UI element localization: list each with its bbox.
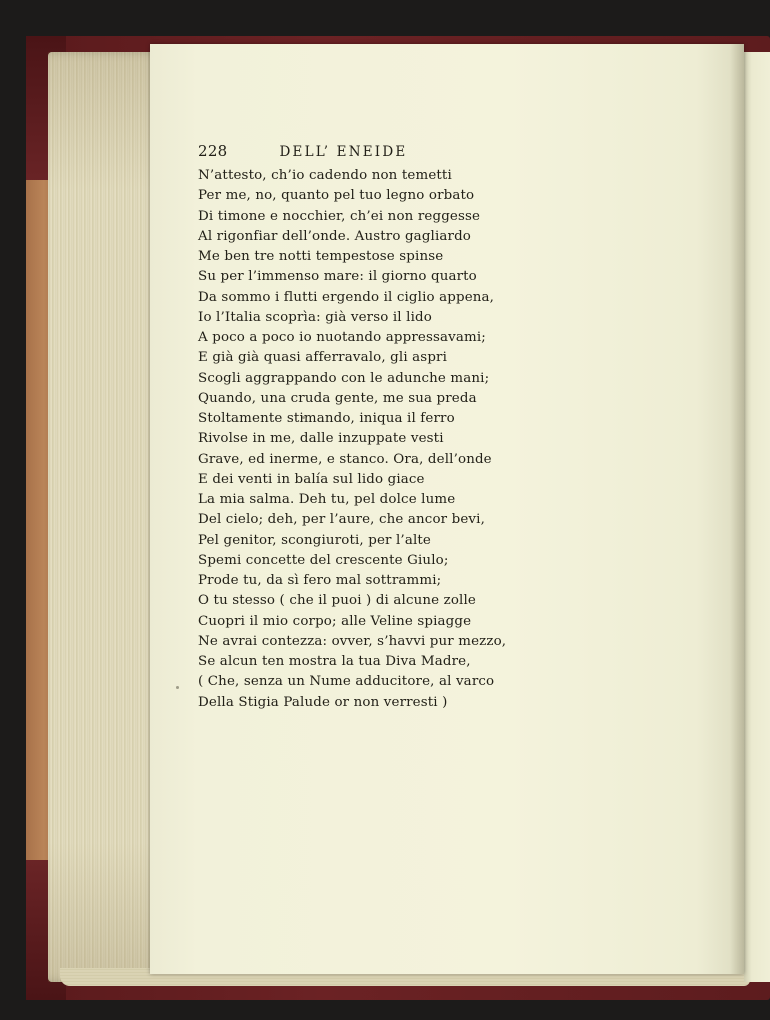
verse-line: Scogli aggrappando con le adunche mani; (198, 370, 490, 386)
paper-speck (176, 686, 179, 689)
verse-line: E dei venti in balía sul lido giace (198, 471, 425, 487)
verse-line: Spemi concette del crescente Giulo; (198, 552, 449, 568)
page-number: 228 (198, 142, 228, 160)
verse-line: A poco a poco io nuotando appressavami; (198, 330, 486, 345)
page-gutter (730, 44, 744, 974)
running-head: DELL’ ENEIDE (279, 144, 408, 160)
verse-line: Del cielo; deh, per l’aure, che ancor bevi, (198, 512, 485, 528)
verse-line: Grave, ed inerme, e stanco. Ora, dell’onde (198, 451, 492, 467)
verse-line: Da sommo i flutti ergendo il ciglio appena, (198, 289, 495, 305)
verse-line: Io l’Italia scoprìa: già verso il lido (198, 309, 432, 325)
verse-line: Prode tu, da sì fero mal sottrammi; (198, 573, 442, 588)
verse-line: Pel genitor, scongiuroti, per l’alte (198, 532, 431, 548)
verse-lines (198, 166, 538, 713)
verse-line: Per me, no, quanto pel tuo legno orbato (198, 188, 475, 204)
verse-line: Quando, una cruda gente, me sua preda (198, 390, 477, 406)
verse-line: ( Che, senza un Nume adducitore, al varco (198, 674, 495, 690)
verse-line: Della Stigia Palude or non verresti ) (198, 694, 448, 710)
verse-line: La mia salma. Deh tu, pel dolce lume (198, 492, 456, 507)
verse-line: Di timone e nocchier, ch’ei non reggesse (198, 208, 481, 224)
verse-line: Su per l’immenso mare: il giorno quarto (198, 269, 477, 285)
facing-page (744, 52, 770, 982)
verse-line: Me ben tre notti tempestose spinse (198, 249, 444, 264)
verse-line: E già già quasi afferravalo, gli aspri (198, 350, 448, 366)
verse-line: Se alcun ten mostra la tua Diva Madre, (198, 654, 471, 669)
page-text (198, 142, 538, 713)
verse-line: O tu stesso ( che il puoi ) di alcune zolle (198, 593, 476, 609)
verse-line: Stoltamente stimando, iniqua il ferro (198, 411, 455, 426)
verse-line: Cuopri il mio corpo; alle Veline spiagge (198, 613, 472, 629)
verse-line: N’attesto, ch’io cadendo non temetti (198, 168, 452, 183)
verse-line: Rivolse in me, dalle inzuppate vesti (198, 431, 444, 447)
verse-line: Ne avrai contezza: ovver, s’havvi pur mezzo, (198, 633, 507, 649)
verse-line: Al rigonfiar dell’onde. Austro gagliardo (198, 228, 472, 244)
page-header (198, 142, 538, 164)
